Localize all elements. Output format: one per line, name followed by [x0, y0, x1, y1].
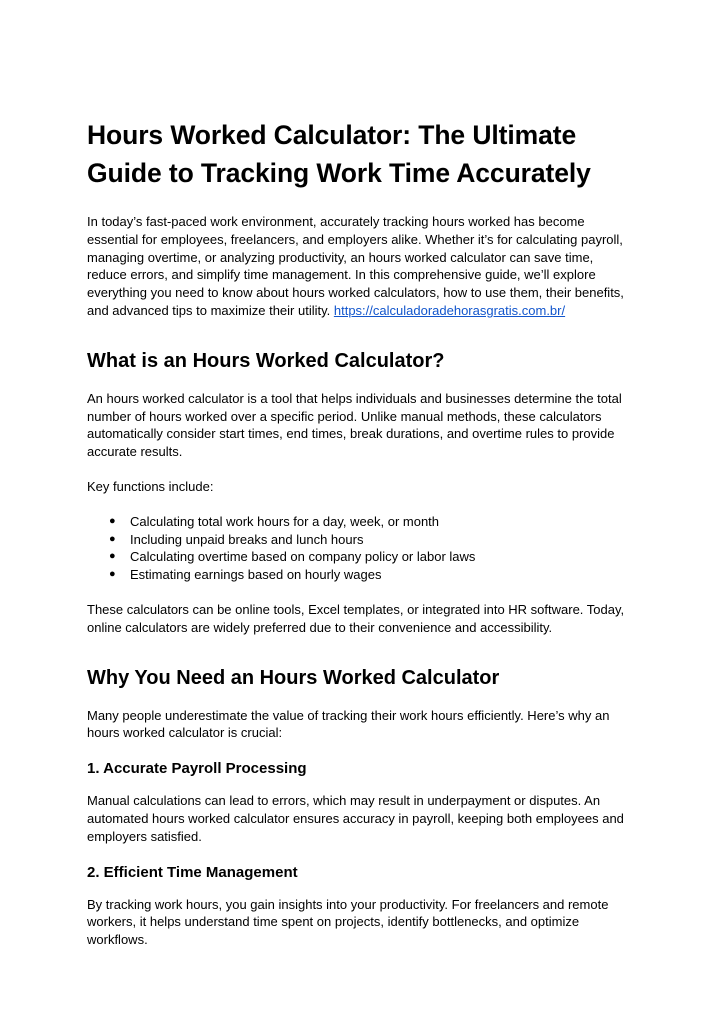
section-heading-why-need: Why You Need an Hours Worked Calculator — [87, 666, 500, 689]
section1-paragraph-1: An hours worked calculator is a tool that helps individuals and businesses determine the total number of hours worked over a specific period. Unlike manual methods, these calculators automatically consider start times, end times, break durations, and overtime rules to provide accurate results. — [87, 390, 622, 460]
section1-paragraph-2: Key functions include: — [87, 478, 214, 494]
subheading-time-management: 2. Efficient Time Management — [87, 863, 298, 881]
list-item — [109, 548, 634, 566]
list-item — [109, 531, 634, 549]
section2-paragraph-1: Many people underestimate the value of tracking their work hours efficiently. Here’s why an hours worked calculator is crucial: — [87, 707, 610, 741]
document-title: Hours Worked Calculator: The Ultimate Guide to Tracking Work Time Accurately — [87, 120, 591, 188]
list-item-text: Calculating overtime based on company policy or labor laws — [130, 549, 476, 565]
list-item-text: Estimating earnings based on hourly wages — [130, 567, 382, 583]
list-item-text: Calculating total work hours for a day, week, or month — [130, 513, 440, 529]
bullet-icon: ● — [109, 532, 116, 545]
bullet-icon: ● — [109, 514, 116, 527]
list-item — [109, 513, 634, 531]
section-heading-what-is: What is an Hours Worked Calculator? — [87, 349, 445, 372]
intro-paragraph — [87, 213, 634, 320]
intro-link[interactable]: https://calculadoradehorasgratis.com.br/ — [333, 302, 566, 318]
bullet-icon: ● — [109, 568, 116, 581]
subheading-accurate-payroll: 1. Accurate Payroll Processing — [87, 760, 307, 778]
intro-text: In today’s fast-paced work environment, accurately tracking hours worked has become essential for employees, freelancers, and employers alike. Whether it’s for calculating payroll, managing overtime, or analyzing productivity, an hours worked calculator can save time, reduce errors, and simplify time management. In this comprehensive guide, we’ll explore everything you need to know about hours worked calculators, how to use them, their benefits, and advanced tips to maximize their utility. — [87, 214, 624, 318]
bullet-icon: ● — [109, 550, 116, 563]
list-item-text: Including unpaid breaks and lunch hours — [130, 531, 364, 547]
section1-paragraph-3: These calculators can be online tools, Excel templates, or integrated into HR software. Today, online calculators are widely preferred due to their convenience and accessibility. — [87, 601, 625, 635]
subsection-2-paragraph: By tracking work hours, you gain insights into your productivity. For freelancers and remote workers, it helps understand time spent on projects, identify bottlenecks, and optimize workflows. — [87, 896, 609, 948]
list-item — [109, 566, 634, 584]
key-functions-list — [87, 513, 634, 584]
subsection-1-paragraph: Manual calculations can lead to errors, which may result in underpayment or disputes. An automated hours worked calculator ensures accuracy in payroll, keeping both employees and employers satisfied. — [87, 793, 624, 844]
